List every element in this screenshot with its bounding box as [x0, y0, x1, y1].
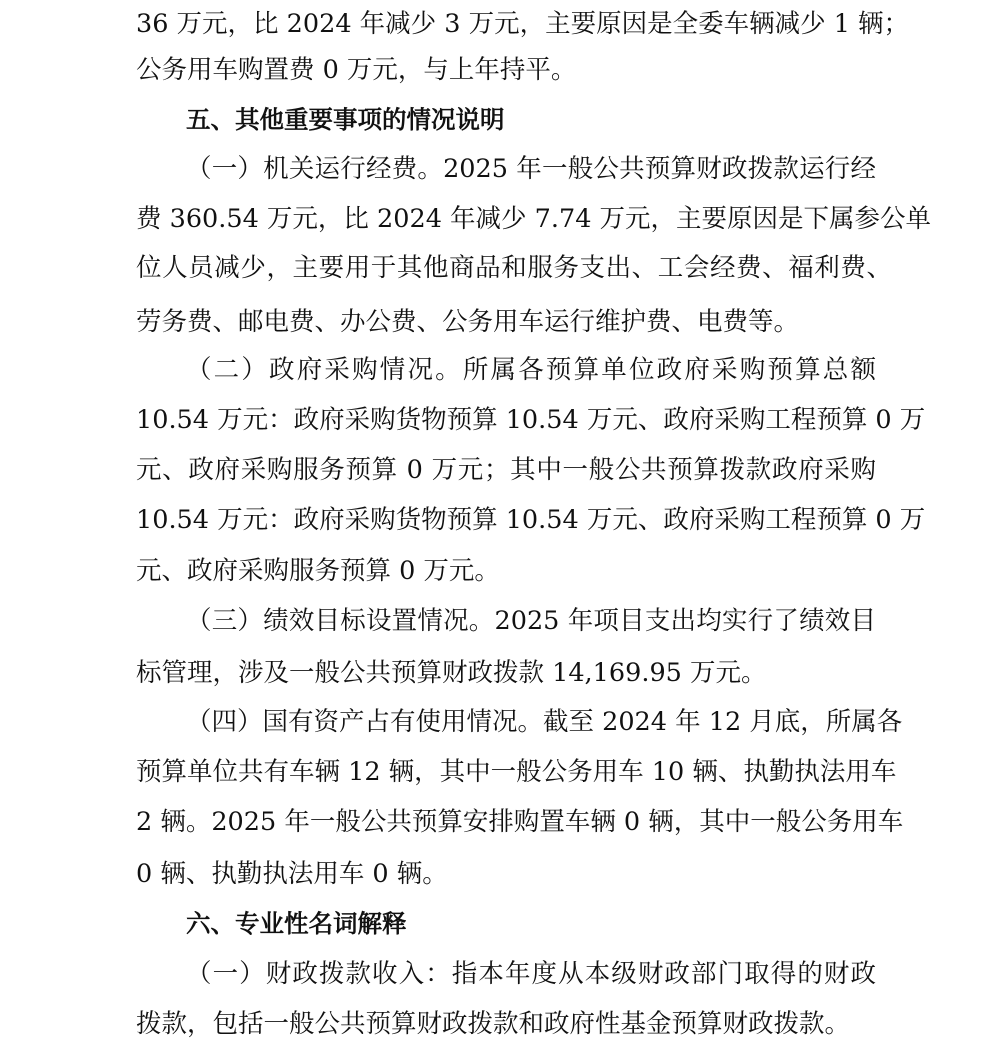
body-text-line: 劳务费、邮电费、办公费、公务用车运行维护费、电费等。 [136, 307, 800, 337]
body-text-line: 费 360.54 万元，比 2024 年减少 7.74 万元，主要原因是下属参公单 [136, 204, 932, 234]
body-text-line: 10.54 万元：政府采购货物预算 10.54 万元、政府采购工程预算 0 万 [136, 505, 926, 535]
body-text-line: 公务用车购置费 0 万元，与上年持平。 [136, 55, 577, 85]
body-text-line: 10.54 万元：政府采购货物预算 10.54 万元、政府采购工程预算 0 万 [136, 405, 926, 435]
section-heading: 五、其他重要事项的情况说明 [186, 105, 505, 134]
body-text-line: 拨款，包括一般公共预算财政拨款和政府性基金预算财政拨款。 [136, 1009, 851, 1039]
paragraph-first-line: （四）国有资产占有使用情况。截至 2024 年 12 月底，所属各 [186, 707, 903, 737]
body-text-line: 2 辆。2025 年一般公共预算安排购置车辆 0 辆，其中一般公务用车 [136, 807, 904, 837]
body-text-line: 元、政府采购服务预算 0 万元。 [136, 556, 500, 586]
paragraph-first-line: （三）绩效目标设置情况。2025 年项目支出均实行了绩效目 [186, 606, 876, 636]
section-heading: 六、专业性名词解释 [186, 909, 407, 938]
body-text-line: 标管理，涉及一般公共预算财政拨款 14,169.95 万元。 [136, 658, 767, 688]
body-text-line: 0 辆、执勤执法用车 0 辆。 [136, 859, 448, 889]
body-text-line: 位人员减少，主要用于其他商品和服务支出、工会经费、福利费、 [136, 253, 892, 283]
body-text-line: 预算单位共有车辆 12 辆，其中一般公务用车 10 辆、执勤执法用车 [136, 757, 897, 787]
paragraph-first-line: （一）财政拨款收入：指本年度从本级财政部门取得的财政 [186, 959, 876, 989]
body-text-line: 36 万元，比 2024 年减少 3 万元，主要原因是全委车辆减少 1 辆； [136, 9, 910, 39]
body-text-line: 元、政府采购服务预算 0 万元；其中一般公共预算拨款政府采购 [136, 455, 876, 485]
paragraph-first-line: （一）机关运行经费。2025 年一般公共预算财政拨款运行经 [186, 154, 876, 184]
paragraph-first-line: （二）政府采购情况。所属各预算单位政府采购预算总额 [186, 355, 876, 385]
